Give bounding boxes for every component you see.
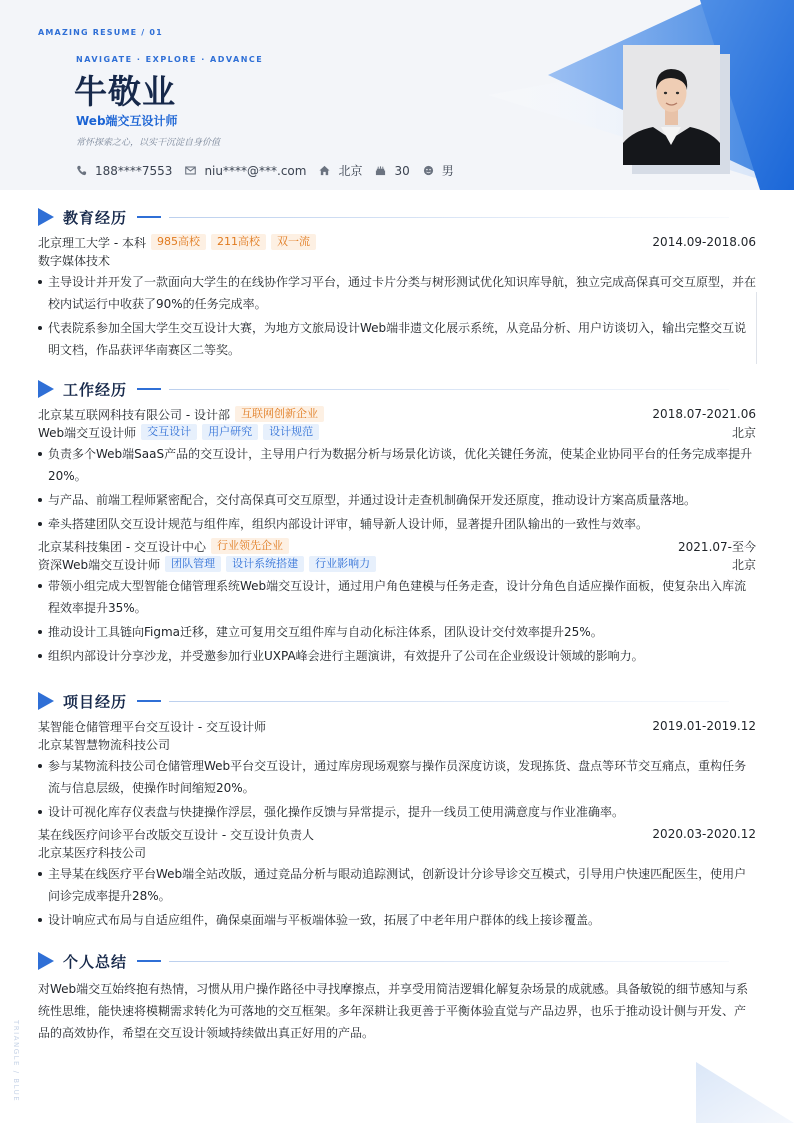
contact-list xyxy=(76,162,467,179)
school-tag: 211高校 xyxy=(211,234,266,250)
education-dates: 2014.09-2018.06 xyxy=(652,235,756,249)
job-position-row xyxy=(38,555,756,573)
summary-section xyxy=(38,949,756,1044)
job-company-row xyxy=(38,537,756,555)
project-row xyxy=(38,825,756,843)
company-tag: 行业领先企业 xyxy=(211,538,289,554)
projects-heading xyxy=(38,689,756,713)
section-title: 教育经历 xyxy=(63,208,128,227)
list-item: 组织内部设计分享沙龙，并受邀参加行业UXPA峰会进行主题演讲，有效提升了公司在企业级设计领域的影响力。 xyxy=(38,645,756,667)
contact-age-text: 30 xyxy=(394,163,410,178)
section-dash xyxy=(137,388,161,390)
side-watermark: TRIANGLE / BLUE xyxy=(12,1020,20,1103)
contact-phone-text: 188****7553 xyxy=(95,163,173,178)
gender-icon xyxy=(423,165,434,176)
corner-triangle-decoration xyxy=(690,1060,794,1123)
work-section xyxy=(38,377,756,667)
list-item: 参与某物流科技公司仓储管理Web平台交互设计，通过库房现场观察与操作员深度访谈，发现拣货、盘点等环节交互痛点，重构任务流与信息层级，使操作时间缩短20%。 xyxy=(38,755,756,799)
job-company-row xyxy=(38,405,756,423)
triangle-bullet-icon xyxy=(38,208,54,226)
home-icon xyxy=(319,165,330,176)
contact-phone xyxy=(76,164,172,178)
company-name: 北京某科技集团 - 交互设计中心 xyxy=(38,539,206,554)
section-divider xyxy=(169,217,729,218)
list-item: 设计响应式布局与自适应组件，确保桌面端与平板端体验一致，拓展了中老年用户群体的线上接诊覆盖。 xyxy=(38,909,756,931)
section-dash xyxy=(137,216,161,218)
phone-icon xyxy=(76,165,87,176)
contact-city xyxy=(319,162,362,179)
project-org: 北京某医疗科技公司 xyxy=(38,845,147,860)
contact-email-text: niu****@***.com xyxy=(204,163,307,178)
contact-gender-text: 男 xyxy=(441,164,454,178)
position-name: Web端交互设计师 xyxy=(38,425,137,440)
job-city: 北京 xyxy=(731,425,756,440)
section-divider xyxy=(169,961,729,962)
projects-section xyxy=(38,689,756,931)
motto: 常怀探索之心，以实干沉淀自身价值 xyxy=(76,138,221,148)
job-city: 北京 xyxy=(731,557,756,572)
job-bullets xyxy=(38,575,756,667)
skill-tag: 团队管理 xyxy=(165,556,221,572)
section-title: 个人总结 xyxy=(63,952,128,971)
project-dates: 2020.03-2020.12 xyxy=(652,827,756,841)
skill-tag: 交互设计 xyxy=(141,424,197,440)
section-dash xyxy=(137,700,161,702)
contact-email xyxy=(185,164,306,178)
project-row xyxy=(38,717,756,735)
triangle-bullet-icon xyxy=(38,692,54,710)
job-title: Web端交互设计师 xyxy=(76,114,178,128)
contact-gender xyxy=(423,162,454,179)
section-title: 工作经历 xyxy=(63,380,128,399)
project-bullets xyxy=(38,863,756,931)
list-item: 带领小组完成大型智能仓储管理系统Web端交互设计，通过用户角色建模与任务走查，设计分角色自适应操作面板，使复杂出入库流程效率提升35%。 xyxy=(38,575,756,619)
education-heading xyxy=(38,205,756,229)
skill-tag: 行业影响力 xyxy=(309,556,376,572)
summary-text: 对Web端交互始终抱有热情，习惯从用户操作路径中寻找摩擦点，并享受用简洁逻辑化解复杂场景的成就感。具备敏锐的细节感知与系统性思维，能快速将模糊需求转化为可落地的交互框架。多年深耕让我更善于平衡体验直觉与产品边界，也乐于推动设计侧与开发、产品的高效协作，希望在交互设计领域持续做出真正好用的产品。 xyxy=(38,982,749,1040)
mail-icon xyxy=(185,165,196,176)
job-position-row xyxy=(38,423,756,441)
school-tag: 双一流 xyxy=(271,234,316,250)
triangle-bullet-icon xyxy=(38,952,54,970)
section-divider xyxy=(169,701,729,702)
school-name: 北京理工大学 - 本科 xyxy=(38,235,146,250)
project-bullets xyxy=(38,755,756,823)
list-item: 主导某在线医疗平台Web端全站改版，通过竞品分析与眼动追踪测试，创新设计分诊导诊交互模式，引导用户快速匹配医生，使用户问诊完成率提升28%。 xyxy=(38,863,756,907)
major-row xyxy=(38,251,756,269)
project-dates: 2019.01-2019.12 xyxy=(652,719,756,733)
project-name: 某在线医疗问诊平台改版交互设计 - 交互设计负责人 xyxy=(38,827,314,842)
project-org-row xyxy=(38,843,756,861)
candidate-name: 牛敬业 xyxy=(74,72,176,111)
section-dash xyxy=(137,960,161,962)
major-name: 数字媒体技术 xyxy=(38,253,111,268)
position-name: 资深Web端交互设计师 xyxy=(38,557,161,572)
contact-city-text: 北京 xyxy=(338,164,363,178)
school-tag: 985高校 xyxy=(151,234,206,250)
side-rule xyxy=(756,292,757,364)
contact-age xyxy=(375,164,409,178)
project-name: 某智能仓储管理平台交互设计 - 交互设计师 xyxy=(38,719,266,734)
cake-icon xyxy=(375,165,386,176)
company-name: 北京某互联网科技有限公司 - 设计部 xyxy=(38,407,230,422)
education-section xyxy=(38,205,756,361)
education-bullets xyxy=(38,271,756,361)
skill-tag: 用户研究 xyxy=(202,424,258,440)
job-dates: 2018.07-2021.06 xyxy=(652,407,756,421)
work-heading xyxy=(38,377,756,401)
job-bullets xyxy=(38,443,756,535)
list-item: 主导设计并开发了一款面向大学生的在线协作学习平台，通过卡片分类与树形测试优化知识库导航，独立完成高保真可交互原型，并在校内试运行中收获了90%的任务完成率。 xyxy=(38,271,756,315)
header-tagline: NAVIGATE · EXPLORE · ADVANCE xyxy=(76,55,264,64)
summary-heading xyxy=(38,949,756,973)
list-item: 牵头搭建团队交互设计规范与组件库，组织内部设计评审，辅导新人设计师，显著提升团队输出的一致性与效率。 xyxy=(38,513,756,535)
triangle-bullet-icon xyxy=(38,380,54,398)
skill-tag: 设计系统搭建 xyxy=(226,556,304,572)
profile-photo xyxy=(623,45,720,165)
education-row xyxy=(38,233,756,251)
list-item: 负责多个Web端SaaS产品的交互设计，主导用户行为数据分析与场景化访谈，优化关键任务流，使某企业协同平台的任务完成率提升20%。 xyxy=(38,443,756,487)
profile-photo-illustration xyxy=(623,45,720,165)
project-org: 北京某智慧物流科技公司 xyxy=(38,737,171,752)
brand-mark: AMAZING RESUME / 01 xyxy=(38,28,163,37)
skill-tag: 设计规范 xyxy=(263,424,319,440)
list-item: 推动设计工具链向Figma迁移，建立可复用交互组件库与自动化标注体系，团队设计交付效率提升25%。 xyxy=(38,621,756,643)
company-tag: 互联网创新企业 xyxy=(235,406,324,422)
project-org-row xyxy=(38,735,756,753)
list-item: 与产品、前端工程师紧密配合，交付高保真可交互原型，并通过设计走查机制确保开发还原度，推动设计方案高质量落地。 xyxy=(38,489,756,511)
job-dates: 2021.07-至今 xyxy=(678,539,756,554)
list-item: 代表院系参加全国大学生交互设计大赛，为地方文旅局设计Web端非遗文化展示系统，从竞品分析、用户访谈切入，输出完整交互说明文档，作品获评华南赛区二等奖。 xyxy=(38,317,756,361)
section-divider xyxy=(169,389,729,390)
section-title: 项目经历 xyxy=(63,692,128,711)
list-item: 设计可视化库存仪表盘与快捷操作浮层，强化操作反馈与异常提示，提升一线员工使用满意度与作业准确率。 xyxy=(38,801,756,823)
